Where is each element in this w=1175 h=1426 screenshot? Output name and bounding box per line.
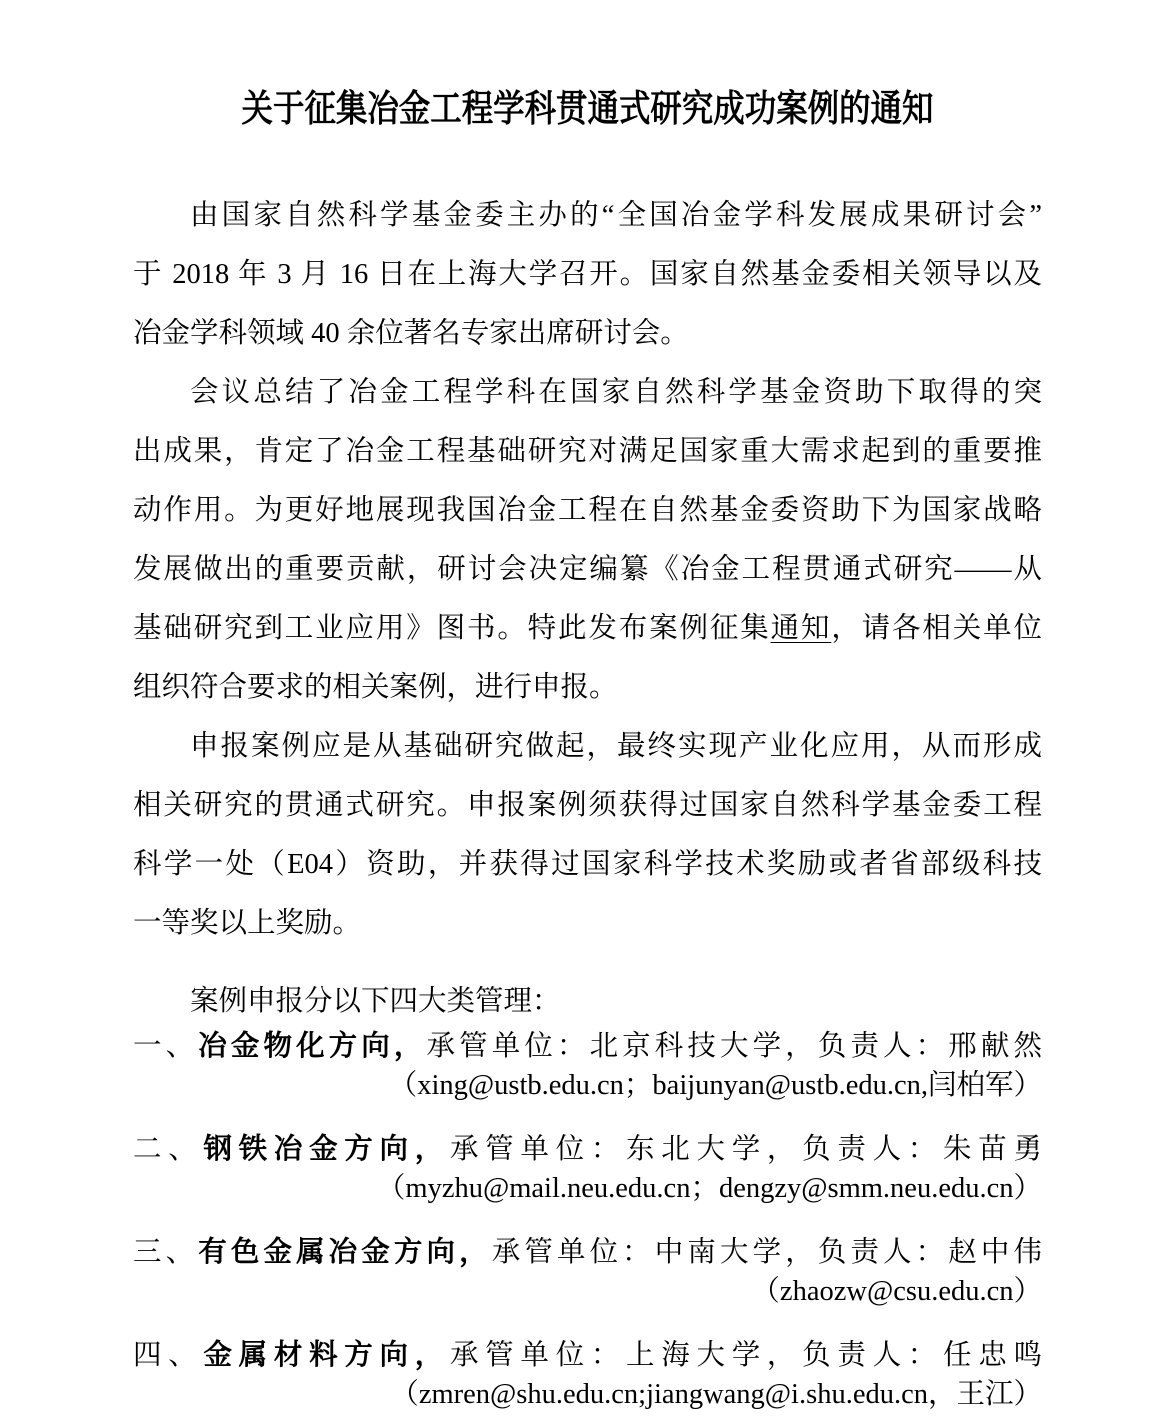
- item-email-line: （zmren@shu.edu.cn;jiangwang@i.shu.edu.cn，王江）: [390, 1379, 1042, 1410]
- item-text-line: [133, 1027, 1042, 1066]
- item-email-line: （zhaozw@csu.edu.cn）: [751, 1276, 1042, 1307]
- text-line: 相关研究的贯通式研究。申报案例须获得过国家自然科学基金委工程: [133, 790, 1042, 821]
- item-number: 三、: [133, 1237, 199, 1268]
- paragraph-3: [133, 717, 1042, 953]
- paragraph-1: [133, 186, 1042, 363]
- text-segment: 承管单位：东北大学，负责人：朱苗勇: [449, 1134, 1042, 1165]
- item-number: 一、: [133, 1031, 199, 1062]
- item-text-line: [133, 1130, 1042, 1169]
- text-line: 科学一处（E04）资助，并获得过国家科学技术奖励或者省部级科技: [133, 849, 1042, 880]
- item-number: 二、: [133, 1134, 204, 1165]
- item-direction-label: 有色金属冶金方向，: [198, 1237, 492, 1268]
- item-email-line: （xing@ustb.edu.cn；baijunyan@ustb.edu.cn,闫柏军）: [388, 1070, 1042, 1101]
- text-line: 出成果，肯定了冶金工程基础研究对满足国家重大需求起到的重要推: [133, 436, 1042, 467]
- text-line: [133, 599, 1042, 658]
- item-number: 四、: [133, 1340, 204, 1371]
- text-line: 组织符合要求的相关案例，进行申报。: [133, 672, 618, 703]
- text-line: 发展做出的重要贡献，研讨会决定编纂《冶金工程贯通式研究——从: [133, 554, 1042, 585]
- section-heading: 案例申报分以下四大类管理：: [190, 986, 561, 1017]
- item-direction-label: 冶金物化方向，: [198, 1031, 427, 1062]
- text-line: 动作用。为更好地展现我国冶金工程在自然基金委资助下为国家战略: [133, 495, 1042, 526]
- text-segment: 基础研究到工业应用》图书。特此发布案例征集: [133, 613, 771, 644]
- text-segment: ，请各相关单位: [831, 613, 1042, 644]
- text-line: 由国家自然科学基金委主办的“全国冶金学科发展成果研讨会”: [190, 200, 1042, 231]
- text-segment: 承管单位：中南大学，负责人：赵中伟: [491, 1237, 1042, 1268]
- text-line: 于 2018 年 3 月 16 日在上海大学召开。国家自然基金委相关领导以及: [133, 259, 1042, 290]
- paragraph-2: [133, 363, 1042, 717]
- text-segment: 承管单位：上海大学，负责人：任忠鸣: [449, 1340, 1042, 1371]
- document-title: 关于征集冶金工程学科贯通式研究成功案例的通知: [241, 88, 934, 129]
- item-direction-label: 金属材料方向，: [203, 1340, 450, 1371]
- text-line: 冶金学科领域 40 余位著名专家出席研讨会。: [133, 318, 689, 349]
- item-direction-label: 钢铁冶金方向，: [203, 1134, 450, 1165]
- list-item-1: [133, 1027, 1042, 1105]
- list-item-3: [133, 1233, 1042, 1311]
- underlined-text: 通知: [770, 613, 832, 644]
- list-item-2: [133, 1130, 1042, 1208]
- text-line: 一等奖以上奖励。: [133, 908, 362, 939]
- text-line: 申报案例应是从基础研究做起，最终实现产业化应用，从而形成: [190, 731, 1042, 762]
- item-email-line: （myzhu@mail.neu.edu.cn；dengzy@smm.neu.edu.cn）: [376, 1173, 1042, 1204]
- list-item-4: [133, 1336, 1042, 1414]
- text-segment: 承管单位：北京科技大学，负责人：邢献然: [426, 1031, 1042, 1062]
- item-text-line: [133, 1336, 1042, 1375]
- item-text-line: [133, 1233, 1042, 1272]
- text-line: 会议总结了冶金工程学科在国家自然科学基金资助下取得的突: [190, 377, 1042, 408]
